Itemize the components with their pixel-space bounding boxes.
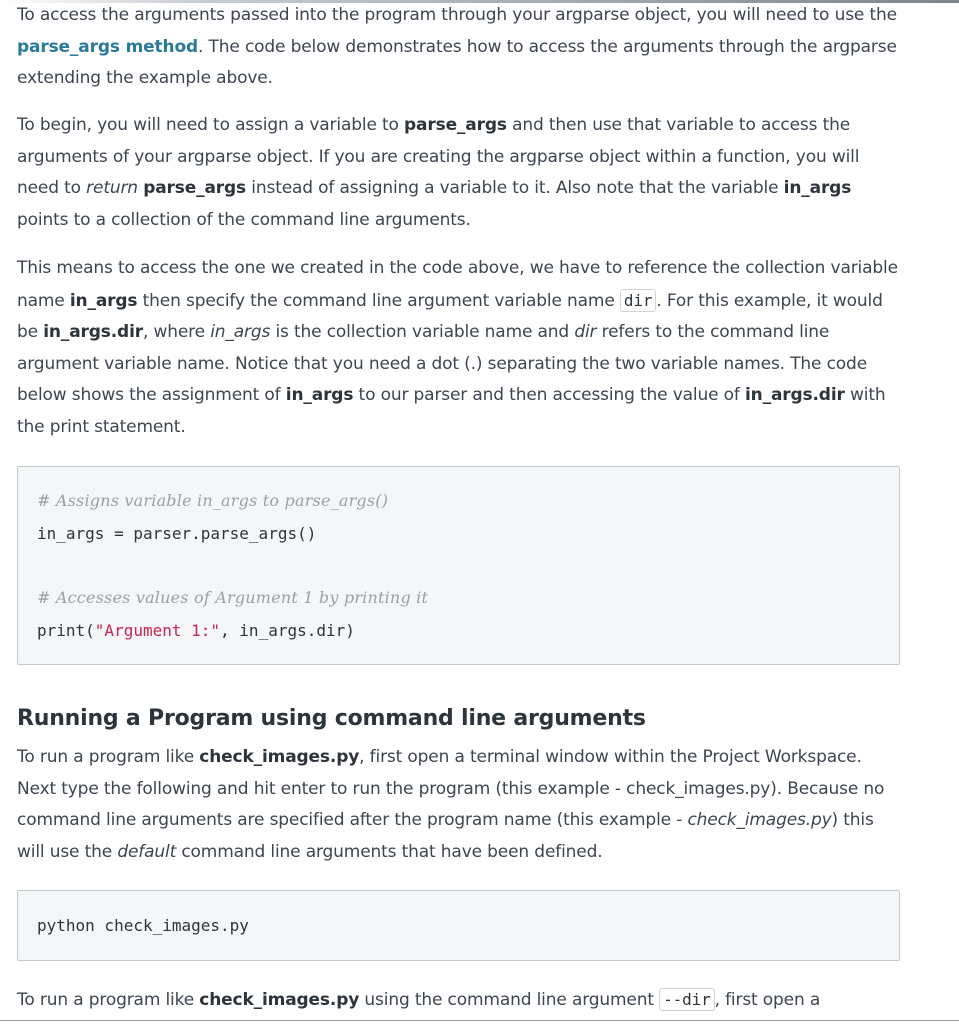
bold-text: parse_args [143,178,247,198]
italic-text: check_images.py [687,810,832,830]
paragraph-running [17,742,902,868]
text: points to a collection of the command line arguments. [17,209,471,230]
bold-text: in_args.dir [43,322,143,342]
text: instead of assigning a variable to it. Also note that the variable [246,178,784,198]
text: , first open a terminal window within the Project Workspace. Next type the following and hit enter to run the program (this example - check_images.py). Because no command line arguments are specified after the program name (this example - [17,747,885,830]
text: is the collection variable name and [270,322,575,342]
text: To access the arguments passed into the program through your argparse object, you will need to use the [17,5,897,25]
section-heading: Running a Program using command line arguments [17,706,646,731]
italic-text: return [86,178,138,198]
code-block-parse-args[interactable] [17,466,900,665]
paragraph-intro [17,0,897,95]
text: command line arguments that have been defined. [176,841,603,862]
italic-text: dir [574,322,597,342]
text: , first open a [714,990,821,1010]
code-comment: # Accesses values of Argument 1 by printing it [37,588,429,607]
code-comment: # Assigns variable in_args to parse_args() [37,491,389,510]
text: to our parser and then accessing the value of [353,385,745,405]
code-string: "Argument 1:" [94,621,221,640]
bold-text: parse_args [404,115,507,135]
bold-text: in_args [69,290,138,311]
bold-text: in_args [783,178,852,198]
inline-code-dir: dir [620,289,656,312]
code-line: in_args = parser.parse_args() [37,524,317,543]
text: ) this will use the [17,810,874,862]
text: using the command line argument [359,990,660,1010]
code-token: print( [37,621,95,640]
text: then specify the command line argument variable name [137,290,620,311]
text: refers to the command line argument variable name. Notice that you need a dot (.) separating the two variable names. The code below shows the assignment of [17,322,868,405]
bold-text: check_images.py [199,990,360,1010]
text: To run a program like [17,747,200,767]
paragraph-begin [17,110,897,236]
paragraph-access [17,253,902,443]
text: . The code below demonstrates how to access the arguments through the argparse extending the example above. [17,36,897,88]
italic-text: default [117,841,177,862]
code-token: , in_args.dir) [220,621,355,640]
text: To begin, you will need to assign a variable to [17,115,405,135]
code-line-print [37,621,355,640]
code-block-run-command[interactable] [17,890,900,961]
text: with the print statement. [17,385,886,437]
text: . For this example, it would be [17,290,883,342]
text: This means to access the one we created in the code above, we have to reference the collection variable name [17,258,898,311]
text: To run a program like [17,990,200,1010]
code-line: python check_images.py [37,916,249,935]
parse-args-link[interactable]: parse_args method [17,36,199,57]
text: and then use that variable to access the arguments of your argparse object. If you are creating the argparse object within a function, you will need to [17,115,860,198]
inline-code-dir-flag: --dir [659,988,714,1011]
bold-text: in_args.dir [744,385,845,405]
paragraph-run-with-args [17,984,902,1017]
footer-edge [0,1020,959,1025]
italic-text: in_args [210,322,271,342]
text: , where [142,322,211,342]
bold-text: in_args [285,385,354,405]
bold-text: check_images.py [199,747,360,767]
